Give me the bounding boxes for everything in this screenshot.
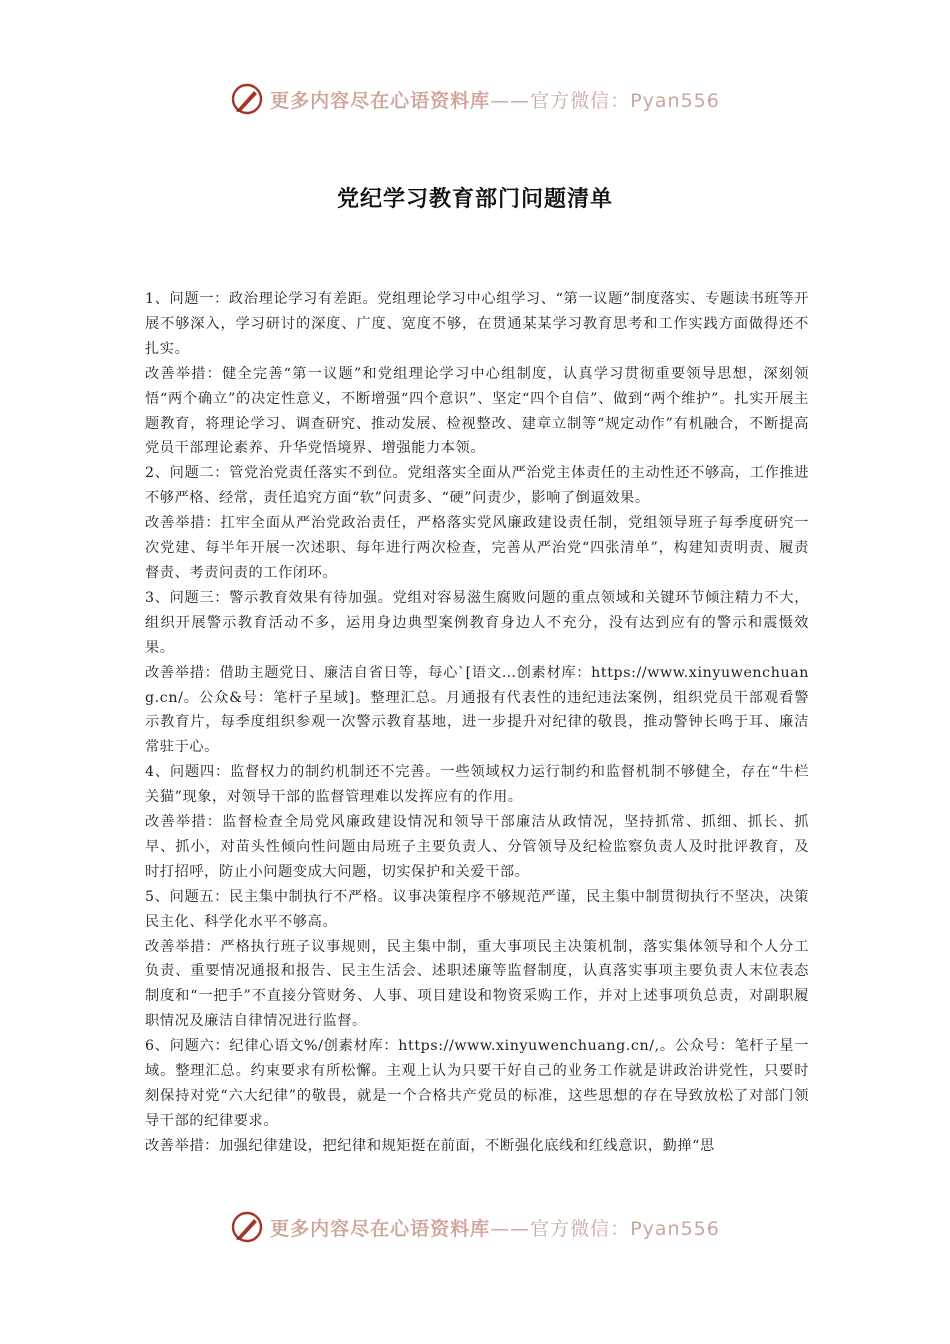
header-banner bbox=[0, 82, 950, 116]
document-title: 党纪学习教育部门问题清单 bbox=[336, 187, 613, 212]
footer-banner bbox=[0, 1210, 950, 1244]
header-wechat-id: Pyan556 bbox=[630, 89, 720, 112]
header-banner-text bbox=[270, 86, 720, 113]
paragraph: 改善举措：借助主题党日、廉洁自省日等，每心`[语文…创素材库：https://www.xinyuwenchuang.cn/。公众&号：笔杆子星域]。整理汇总。月通报有代表性的违纪违法案例，组织党员干部观看警示教育片，每季度组织参观一次警示教育基地，进一步提升对纪律的敬畏，推动警钟长鸣于耳、廉洁常驻于心。 bbox=[145, 664, 809, 756]
header-wechat-label: 官方微信： bbox=[530, 89, 631, 112]
pen-logo-icon bbox=[230, 1210, 264, 1244]
paragraph: 4、问题四：监督权力的制约机制还不完善。一些领域权力运行制约和监督机制不够健全，存在“牛栏关猫”现象，对领导干部的监督管理难以发挥应有的作用。 bbox=[145, 764, 809, 806]
document-body bbox=[145, 287, 809, 1159]
footer-banner-text bbox=[270, 1214, 720, 1241]
paragraph: 改善举措：健全完善“第一议题”和党组理论学习中心组制度，认真学习贯彻重要领导思想，深刻领悟“两个确立”的决定性意义，不断增强“四个意识”、坚定“四个自信”、做到“两个维护”。扎实开展主题教育，将理论学习、调查研究、推动发展、检视整改、建章立制等“规定动作”有机融合，不断提高党员干部理论素养、升华党悟境界、增强能力本领。 bbox=[145, 365, 809, 457]
paragraph: 5、问题五：民主集中制执行不严格。议事决策程序不够规范严谨，民主集中制贯彻执行不坚决，决策民主化、科学化水平不够高。 bbox=[145, 888, 809, 930]
paragraph: 改善举措：加强纪律建设，把纪律和规矩挺在前面，不断强化底线和红线意识，勤掸“思 bbox=[145, 1137, 715, 1154]
paragraph: 1、问题一：政治理论学习有差距。党组理论学习中心组学习、“第一议题”制度落实、专题读书班等开展不够深入，学习研讨的深度、广度、宽度不够，在贯通某某学习教育思考和工作实践方面做得还不扎实。 bbox=[145, 291, 809, 357]
header-dash: —— bbox=[490, 89, 531, 112]
header-brand: 更多内容尽在心语资料库 bbox=[270, 89, 491, 112]
paragraph: 改善举措：监督检查全局党风廉政建设情况和领导干部廉洁从政情况，坚持抓常、抓细、抓长、抓早、抓小，对苗头性倾向性问题由局班子主要负责人、分管领导及纪检监察负责人及时批评教育，及时打招呼，防止小问题变成大问题，切实保护和关爱干部。 bbox=[145, 814, 809, 880]
footer-brand: 更多内容尽在心语资料库 bbox=[270, 1217, 491, 1240]
pen-logo-icon bbox=[230, 82, 264, 116]
paragraph: 改善举措：扛牢全面从严治党政治责任，严格落实党风廉政建设责任制，党组领导班子每季度研究一次党建、每半年开展一次述职、每年进行两次检查，完善从严治党“四张清单”，构建知责明责、履责督责、考责问责的工作闭环。 bbox=[145, 515, 809, 581]
footer-wechat-label: 官方微信： bbox=[530, 1217, 631, 1240]
paragraph: 3、问题三：警示教育效果有待加强。党组对容易滋生腐败问题的重点领域和关键环节倾注精力不大，组织开展警示教育活动不多，运用身边典型案例教育身边人不充分，没有达到应有的警示和震慑效果。 bbox=[145, 589, 809, 656]
paragraph: 改善举措：严格执行班子议事规则，民主集中制，重大事项民主决策机制，落实集体领导和个人分工负责、重要情况通报和报告、民主生活会、述职述廉等监督制度，认真落实事项主要负责人末位表态制度和“一把手”不直接分管财务、人事、项目建设和物资采购工作，并对上述事项负总责，对副职履职情况及廉洁自律情况进行监督。 bbox=[145, 938, 809, 1030]
footer-dash: —— bbox=[490, 1217, 531, 1240]
footer-wechat-id: Pyan556 bbox=[630, 1217, 720, 1240]
paragraph: 6、问题六：纪律心语文%/创素材库：https://www.xinyuwenchuang.cn/,。公众号：笔杆子星一域。整理汇总。约束要求有所松懈。主观上认为只要干好自己的业务工作就是讲政治讲党性，只要时刻保持对党“六大纪律”的敬畏，就是一个合格共产党员的标准，这些思想的存在导致放松了对部门领导干部的纪律要求。 bbox=[145, 1038, 809, 1129]
paragraph: 2、问题二：管党治党责任落实不到位。党组落实全面从严治党主体责任的主动性还不够高，工作推进不够严格、经常，责任追究方面“软”问责多、“硬”问责少，影响了倒逼效果。 bbox=[145, 465, 809, 507]
